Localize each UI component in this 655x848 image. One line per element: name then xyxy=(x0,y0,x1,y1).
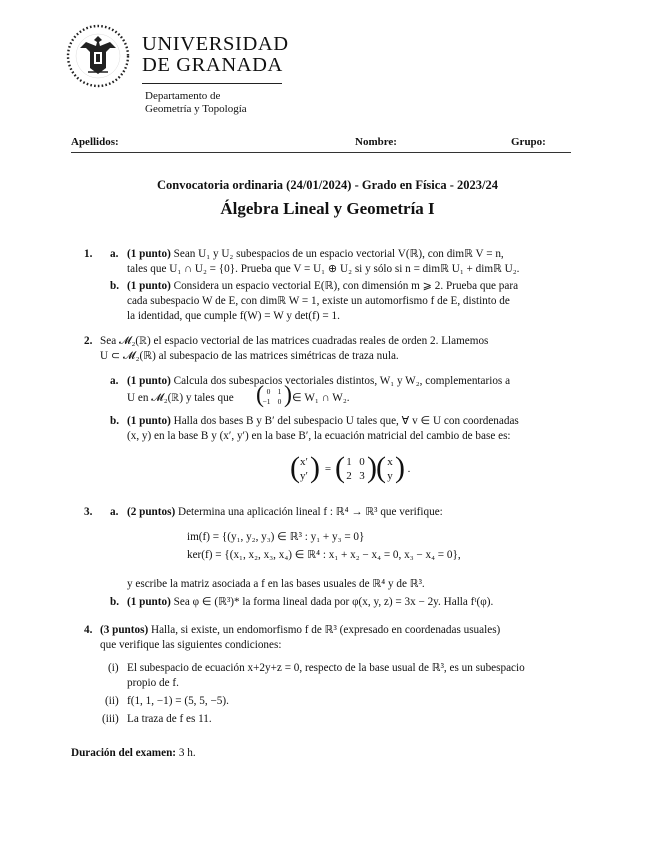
q1a-text1: Sean U₁ y U₂ subespacios de un espacio vectorial V(ℝ), con dimℝ V = n, xyxy=(173,248,504,260)
eq-mat-cell: 0 xyxy=(359,456,365,468)
exam-subject-title: Álgebra Lineal y Geometría I xyxy=(220,199,435,218)
university-seal-logo xyxy=(66,24,130,88)
q1b-points: (1 punto) xyxy=(127,280,171,292)
q1a-label: a. xyxy=(110,248,119,260)
q4-line1 xyxy=(100,623,500,638)
eq-equals: = xyxy=(324,463,332,475)
change-of-basis-equation xyxy=(290,452,410,488)
eq-vec1-cell: x′ xyxy=(300,456,308,468)
header-divider xyxy=(142,83,282,84)
eq-vec1-left-paren: ( xyxy=(290,451,300,484)
q1b-line1 xyxy=(127,279,518,294)
eq-mat-cell: 3 xyxy=(359,470,365,482)
q1b-label: b. xyxy=(110,280,120,292)
eq-dot: . xyxy=(407,463,411,475)
duration-value: 3 h. xyxy=(178,747,196,759)
q2a-matrix-right-paren: ) xyxy=(284,382,292,408)
nombre-label: Nombre: xyxy=(355,136,397,148)
q3a-line2: y escribe la matriz asociada a f en las bases usuales de ℝ⁴ y de ℝ³. xyxy=(127,578,425,590)
q2a-inline-matrix xyxy=(256,382,292,410)
eq-mat-cell: 1 xyxy=(346,456,352,468)
q1b-line2: cada subespacio W de E, con dimℝ W = 1, existe un automorfismo f de E, distinto de xyxy=(127,295,510,307)
q4-iii-text: La traza de f es 11. xyxy=(127,713,212,725)
q1-number: 1. xyxy=(84,248,93,260)
q4-ii-label: (ii) xyxy=(105,695,119,707)
q3-number: 3. xyxy=(84,506,93,518)
q3b-label: b. xyxy=(110,596,120,608)
q2a-text1: Calcula dos subespacios vectoriales distintos, W₁ y W₂, complementarios a xyxy=(173,375,511,387)
q2a-line2-pre: U en 𝓜₂(ℝ) y tales que xyxy=(127,392,234,404)
q2a-matrix-cell: 0 xyxy=(266,387,271,396)
eq-vec1-cell: y′ xyxy=(300,470,308,482)
q4-number: 4. xyxy=(84,624,93,636)
q4-iii-label: (iii) xyxy=(102,713,119,725)
q4-line2: que verifique las siguientes condiciones: xyxy=(100,639,282,651)
q2a-matrix-cell: −1 xyxy=(262,397,271,406)
q1a-line1 xyxy=(127,247,504,262)
eq-vec2-cell: y xyxy=(387,470,393,482)
apellidos-label: Apellidos: xyxy=(71,136,119,148)
eq-vec1-right-paren: ) xyxy=(310,451,320,484)
q3b-points: (1 punto) xyxy=(127,596,171,608)
university-name-line1: UNIVERSIDAD xyxy=(142,33,289,55)
q3b-line1 xyxy=(127,595,493,610)
q2a-line2-post: ∈ W₁ ∩ W₂. xyxy=(292,392,350,404)
q3a-image-eq: im(f) = {(y₁, y₂, y₃) ∈ ℝ³ : y₁ + y₃ = 0} xyxy=(187,531,365,543)
q2a-line1 xyxy=(127,374,510,389)
eq-mat-cell: 2 xyxy=(346,470,352,482)
q4-points: (3 puntos) xyxy=(100,624,149,636)
student-fields xyxy=(71,136,571,152)
eq-vec2-right-paren: ) xyxy=(395,451,405,484)
q2-number: 2. xyxy=(84,335,93,347)
q2-line2: U ⊂ 𝓜₂(ℝ) al subespacio de las matrices simétricas de traza nula. xyxy=(100,350,399,362)
q2a-matrix-cell: 1 xyxy=(277,387,282,396)
eq-mat-right-paren: ) xyxy=(367,451,377,484)
q2b-line2: (x, y) en la base B y (x′, y′) en la base B′, la ecuación matricial del cambio de base es: xyxy=(127,430,511,442)
q2b-line1 xyxy=(127,414,519,429)
fields-underline xyxy=(71,152,571,153)
q1b-line3: la identidad, que cumple f(W) = W y det(f) = 1. xyxy=(127,310,340,322)
q2-line1: Sea 𝓜₂(ℝ) el espacio vectorial de las matrices cuadradas reales de orden 2. Llamemos xyxy=(100,335,489,347)
q3a-points: (2 puntos) xyxy=(127,506,176,518)
q3b-text1: Sea φ ∈ (ℝ³)* la forma lineal dada por φ(x, y, z) = 3x − 2y. Halla fᵗ(φ). xyxy=(173,596,494,608)
q2a-matrix-cell: 0 xyxy=(277,397,282,406)
q3a-kernel-eq: ker(f) = {(x₁, x₂, x₃, x₄) ∈ ℝ⁴ : x₁ + x₂ − x₄ = 0, x₃ − x₄ = 0}, xyxy=(187,549,461,561)
q2a-label: a. xyxy=(110,375,119,387)
q2a-matrix-left-paren: ( xyxy=(256,382,264,408)
q3a-line1 xyxy=(127,505,443,520)
q3a-label: a. xyxy=(110,506,119,518)
q1b-text1: Considera un espacio vectorial E(ℝ), con dimensión m ⩾ 2. Prueba que para xyxy=(173,280,519,292)
eq-vec2-left-paren: ( xyxy=(376,451,386,484)
q4-text1: Halla, si existe, un endomorfismo f de ℝ³ (expresado en coordenadas usuales) xyxy=(150,624,501,636)
q4-ii-text: f(1, 1, −1) = (5, 5, −5). xyxy=(127,695,229,707)
q1a-line2: tales que U₁ ∩ U₂ = {0}. Prueba que V = U₁ ⊕ U₂ si y sólo si n = dimℝ U₁ + dimℝ U₂. xyxy=(127,263,520,275)
exam-convocatoria: Convocatoria ordinaria (24/01/2024) - Grado en Física - 2023/24 xyxy=(157,178,498,192)
q3a-text1: Determina una aplicación lineal f : ℝ⁴ → ℝ³ que verifique: xyxy=(177,506,443,518)
exam-duration xyxy=(71,746,196,761)
eq-vec2-cell: x xyxy=(387,456,393,468)
department-line2: Geometría y Topología xyxy=(145,103,247,115)
department-line1: Departamento de xyxy=(145,90,221,102)
q4-i-label: (i) xyxy=(108,662,119,674)
q2b-text1: Halla dos bases B y B′ del subespacio U tales que, ∀ v ∈ U con coordenadas xyxy=(173,415,519,427)
q2b-points: (1 punto) xyxy=(127,415,171,427)
q2a-points: (1 punto) xyxy=(127,375,171,387)
q4-i-line2: propio de f. xyxy=(127,677,179,689)
grupo-label: Grupo: xyxy=(511,136,546,148)
duration-label: Duración del examen: xyxy=(71,747,177,759)
q2b-label: b. xyxy=(110,415,120,427)
q1a-points: (1 punto) xyxy=(127,248,171,260)
q4-i-line1: El subespacio de ecuación x+2y+z = 0, respecto de la base usual de ℝ³, es un subespacio xyxy=(127,662,525,674)
eq-mat-left-paren: ( xyxy=(335,451,345,484)
university-name-line2: DE GRANADA xyxy=(142,54,283,76)
